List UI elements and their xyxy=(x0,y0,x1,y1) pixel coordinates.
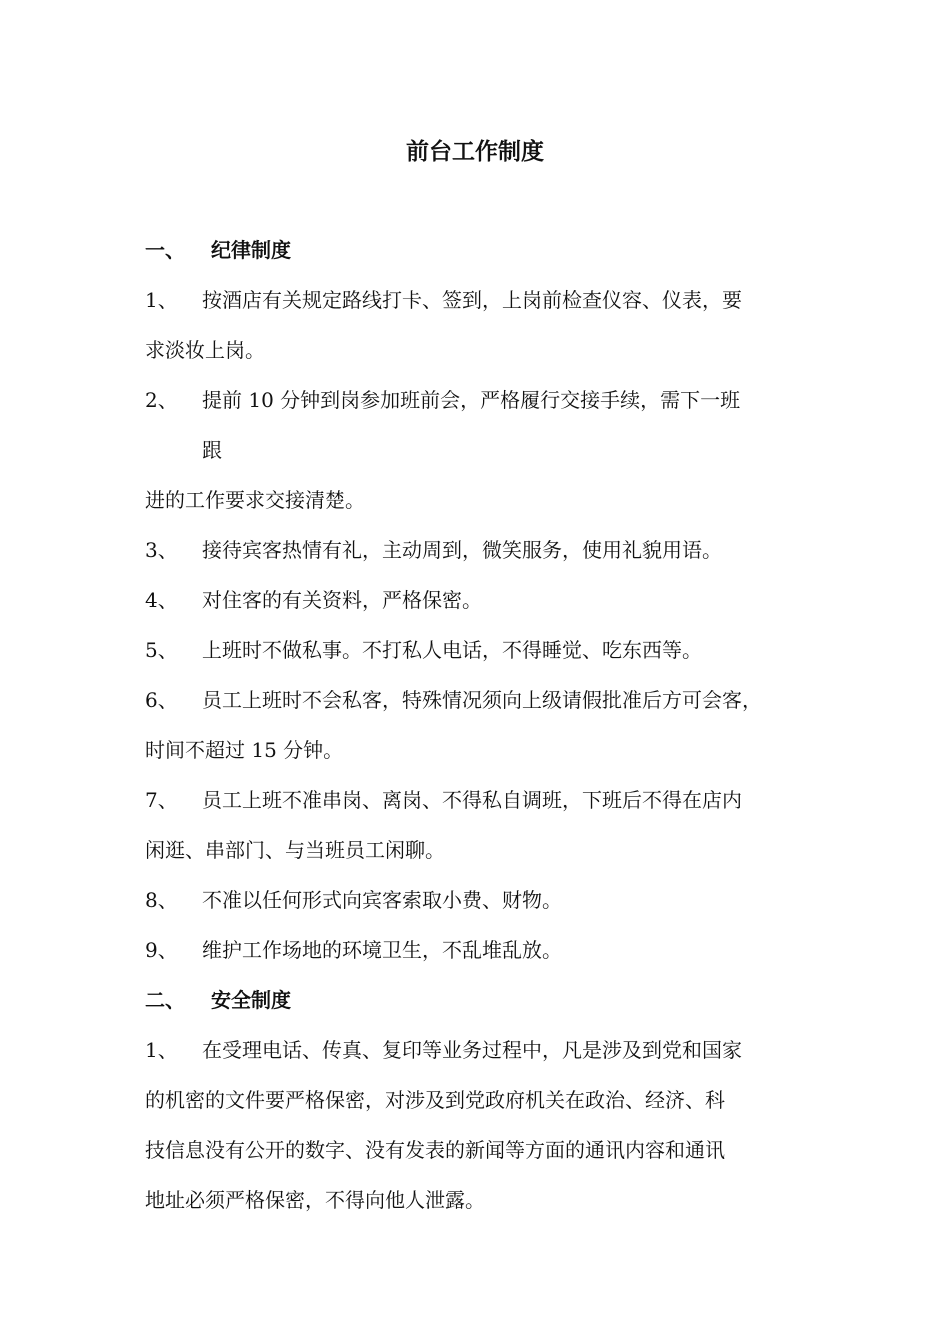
item-number: 3、 xyxy=(145,538,178,562)
item-text: 在受理电话、传真、复印等业务过程中，凡是涉及到党和国家 xyxy=(202,1038,742,1062)
item-text: 员工上班不准串岗、离岗、不得私自调班，下班后不得在店内 xyxy=(202,788,742,812)
item-text: 按酒店有关规定路线打卡、签到，上岗前检查仪容、仪表，要 xyxy=(202,288,742,312)
section-title: 安全制度 xyxy=(211,988,291,1012)
list-item xyxy=(145,385,740,415)
document-title: 前台工作制度 xyxy=(406,139,544,165)
list-item xyxy=(145,935,562,965)
section-title: 纪律制度 xyxy=(211,238,291,262)
item-text: 不准以任何形式向宾客索取小费、财物。 xyxy=(202,888,562,912)
item-text: 对住客的有关资料，严格保密。 xyxy=(202,588,482,612)
list-item xyxy=(145,1035,742,1065)
item-number: 1、 xyxy=(145,1038,178,1062)
item-number: 9、 xyxy=(145,938,178,962)
item-text: 提前 10 分钟到岗参加班前会，严格履行交接手续，需下一班 xyxy=(202,388,741,412)
item-continuation: 的机密的文件要严格保密，对涉及到党政府机关在政治、经济、科 xyxy=(145,1088,725,1112)
list-item xyxy=(145,285,742,315)
item-number: 4、 xyxy=(145,588,178,612)
list-item xyxy=(145,785,742,815)
section-heading-discipline xyxy=(145,235,291,265)
section-number: 一、 xyxy=(145,238,185,262)
item-continuation: 跟 xyxy=(202,438,222,462)
item-continuation: 闲逛、串部门、与当班员工闲聊。 xyxy=(145,838,445,862)
section-number: 二、 xyxy=(145,988,185,1012)
item-text: 维护工作场地的环境卫生，不乱堆乱放。 xyxy=(202,938,562,962)
list-item xyxy=(145,635,702,665)
list-item xyxy=(145,885,562,915)
item-text: 上班时不做私事。不打私人电话，不得睡觉、吃东西等。 xyxy=(202,638,702,662)
item-number: 6、 xyxy=(145,688,178,712)
item-text: 员工上班时不会私客，特殊情况须向上级请假批准后方可会客， xyxy=(202,688,762,712)
item-continuation: 地址必须严格保密，不得向他人泄露。 xyxy=(145,1188,485,1212)
item-continuation: 时间不超过 15 分钟。 xyxy=(145,738,344,762)
item-number: 1、 xyxy=(145,288,178,312)
list-item xyxy=(145,685,762,715)
section-heading-safety xyxy=(145,985,291,1015)
item-number: 7、 xyxy=(145,788,178,812)
item-text: 接待宾客热情有礼，主动周到，微笑服务，使用礼貌用语。 xyxy=(202,538,722,562)
item-continuation: 求淡妆上岗。 xyxy=(145,338,265,362)
item-number: 2、 xyxy=(145,388,178,412)
item-number: 8、 xyxy=(145,888,178,912)
item-number: 5、 xyxy=(145,638,178,662)
list-item xyxy=(145,585,482,615)
item-continuation: 进的工作要求交接清楚。 xyxy=(145,488,365,512)
list-item xyxy=(145,535,722,565)
item-continuation: 技信息没有公开的数字、没有发表的新闻等方面的通讯内容和通讯 xyxy=(145,1138,725,1162)
